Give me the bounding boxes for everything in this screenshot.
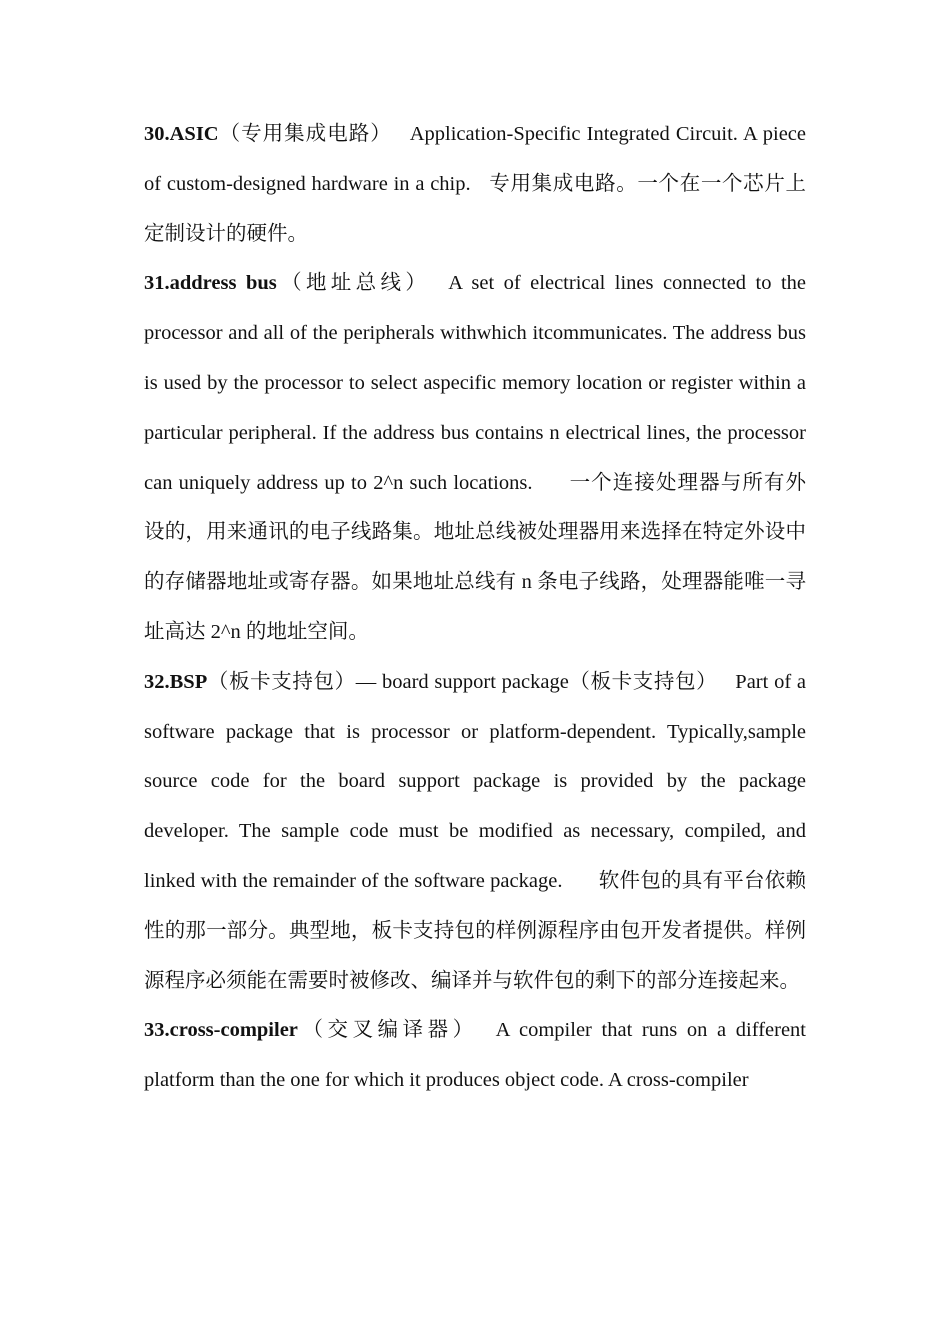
glossary-entry-cross-compiler xyxy=(144,1006,806,1106)
entry-definition-zh: 软件包的具有平台依赖性的那一部分。典型地，板卡支持包的样例源程序由包开发者提供。样例源程序必须能在需要时被修改、编译并与软件包的剩下的部分连接起来。 xyxy=(144,869,806,992)
entry-definition-en: A set of electrical lines connected to the processor and all of the peripherals withwhich itcommunicates. The address bus is used by the processor to select aspecific memory location or register within a particular peripheral. If the address bus contains n electrical lines, the processor can uniquely address up to 2^n such locations. xyxy=(144,272,806,494)
entry-definition-en: Part of a software package that is processor or platform-dependent. Typically,sample source code for the board support package is provided by the package developer. The sample code must be modified as necessary, compiled, and linked with the remainder of the software package. xyxy=(144,670,806,892)
entry-definition-zh: 一个连接处理器与所有外设的，用来通讯的电子线路集。地址总线被处理器用来选择在特定外设中的存储器地址或寄存器。如果地址总线有 n 条电子线路，处理器能唯一寻址高达 2^n 的地址空间。 xyxy=(144,471,807,643)
entry-definition-en: A compiler that runs on a different platform than the one for which it produces object code. A cross-compiler xyxy=(144,1019,806,1092)
entry-term: 31.address bus xyxy=(144,272,277,295)
entry-zh-term: （专用集成电路） xyxy=(218,123,392,145)
document-page xyxy=(144,110,806,1106)
entry-term: 33.cross-compiler xyxy=(144,1019,298,1042)
entry-definition-zh: 专用集成电路。一个在一个芯片上定制设计的硬件。 xyxy=(144,172,806,245)
glossary-entry-address-bus xyxy=(144,259,806,657)
entry-term: 32.BSP xyxy=(144,670,208,693)
entry-zh-term: （板卡支持包）— board support package（板卡支持包） xyxy=(207,670,718,693)
entry-term: 30.ASIC xyxy=(144,123,219,145)
entry-zh-term: （交叉编译器） xyxy=(297,1019,478,1042)
glossary-entry-bsp xyxy=(144,658,806,1007)
entry-definition-en: Application-Specific Integrated Circuit. A piece of custom-designed hardware in a chip. xyxy=(144,123,806,195)
entry-zh-term: （地址总线） xyxy=(276,272,431,295)
glossary-entry-asic xyxy=(144,110,806,259)
